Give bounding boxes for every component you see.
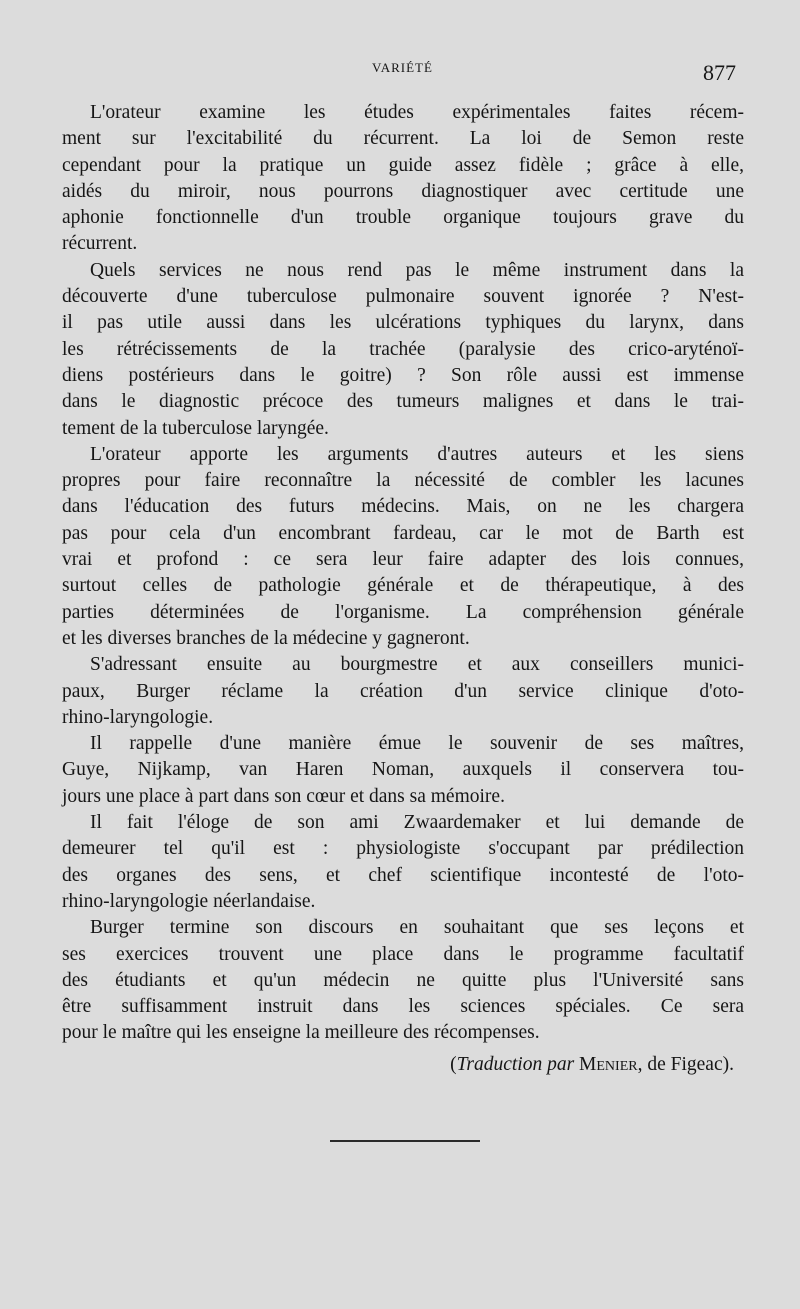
text-line: L'orateur examine les études expérimentales faites récem- <box>90 102 744 123</box>
text-line: jours une place à part dans son cœur et dans sa mémoire. <box>62 785 505 807</box>
text-line: être suffisamment instruit dans les sciences spéciales. Ce sera <box>62 996 744 1018</box>
signature-open-paren: ( <box>450 1053 457 1075</box>
text-line: Il fait l'éloge de son ami Zwaardemaker et lui demande de <box>90 812 744 834</box>
page-number: 877 <box>703 60 736 85</box>
running-head <box>0 58 800 88</box>
running-head-title: VARIÉTÉ <box>372 60 433 75</box>
text-line: aphonie fonctionnelle d'un trouble organique toujours grave du <box>62 207 744 229</box>
text-line: découverte d'une tuberculose pulmonaire souvent ignorée ? N'est- <box>62 286 744 308</box>
text-line: Burger termine son discours en souhaitant que ses leçons et <box>90 917 744 939</box>
text-line: dans le diagnostic précoce des tumeurs malignes et dans le trai- <box>62 391 744 413</box>
translator-signature <box>62 1051 744 1079</box>
text-line: pour le maître qui les enseigne la meilleure des récompenses. <box>62 1022 540 1044</box>
text-line: propres pour faire reconnaître la nécessité de combler les lacunes <box>62 470 744 492</box>
signature-translator-name: Menier <box>579 1053 638 1075</box>
text-line: ses exercices trouvent une place dans le programme facultatif <box>62 943 744 965</box>
signature-translation-label: Traduction par <box>456 1053 575 1075</box>
article-body <box>62 100 744 1079</box>
text-line: Il rappelle d'une manière émue le souvenir de ses maîtres, <box>90 733 744 755</box>
text-line: cependant pour la pratique un guide assez fidèle ; grâce à elle, <box>62 154 744 176</box>
text-line: des étudiants et qu'un médecin ne quitte plus l'Université sans <box>62 969 744 991</box>
text-line: parties déterminées de l'organisme. La compréhension générale <box>62 601 744 623</box>
text-line: et les diverses branches de la médecine y gagneront. <box>62 627 470 649</box>
signature-place: , de Figeac). <box>637 1053 734 1075</box>
text-line: Quels services ne nous rend pas le même instrument dans la <box>90 259 744 281</box>
text-line: il pas utile aussi dans les ulcérations typhiques du larynx, dans <box>62 312 744 334</box>
text-line: S'adressant ensuite au bourgmestre et aux conseillers munici- <box>90 654 744 676</box>
text-line: surtout celles de pathologie générale et de thérapeutique, à des <box>62 575 744 597</box>
text-line: rhino-laryngologie. <box>62 706 214 728</box>
text-line: récurrent. <box>62 233 138 255</box>
text-line: diens postérieurs dans le goitre) ? Son rôle aussi est immense <box>62 364 744 386</box>
text-line: tement de la tuberculose laryngée. <box>62 417 329 439</box>
text-line: ment sur l'excitabilité du récurrent. La loi de Semon reste <box>62 128 744 150</box>
text-line: les rétrécissements de la trachée (paralysie des crico-aryténoï- <box>62 338 744 360</box>
text-line: vrai et profond : ce sera leur faire adapter des lois connues, <box>62 549 744 571</box>
text-line: des organes des sens, et chef scientifique incontesté de l'oto- <box>62 864 744 886</box>
text-line: rhino-laryngologie néerlandaise. <box>62 890 316 912</box>
text-line: aidés du miroir, nous pourrons diagnostiquer avec certitude une <box>62 180 744 202</box>
text-line: pas pour cela d'un encombrant fardeau, car le mot de Barth est <box>62 522 744 544</box>
text-line: L'orateur apporte les arguments d'autres auteurs et les siens <box>90 443 744 465</box>
text-line: paux, Burger réclame la création d'un service clinique d'oto- <box>62 680 744 702</box>
text-line: dans l'éducation des futurs médecins. Mais, on ne les chargera <box>62 496 744 518</box>
text-line: demeurer tel qu'il est : physiologiste s'occupant par prédilection <box>62 838 744 860</box>
end-rule <box>330 1140 480 1142</box>
text-line: Guye, Nijkamp, van Haren Noman, auxquels il conservera tou- <box>62 759 744 781</box>
